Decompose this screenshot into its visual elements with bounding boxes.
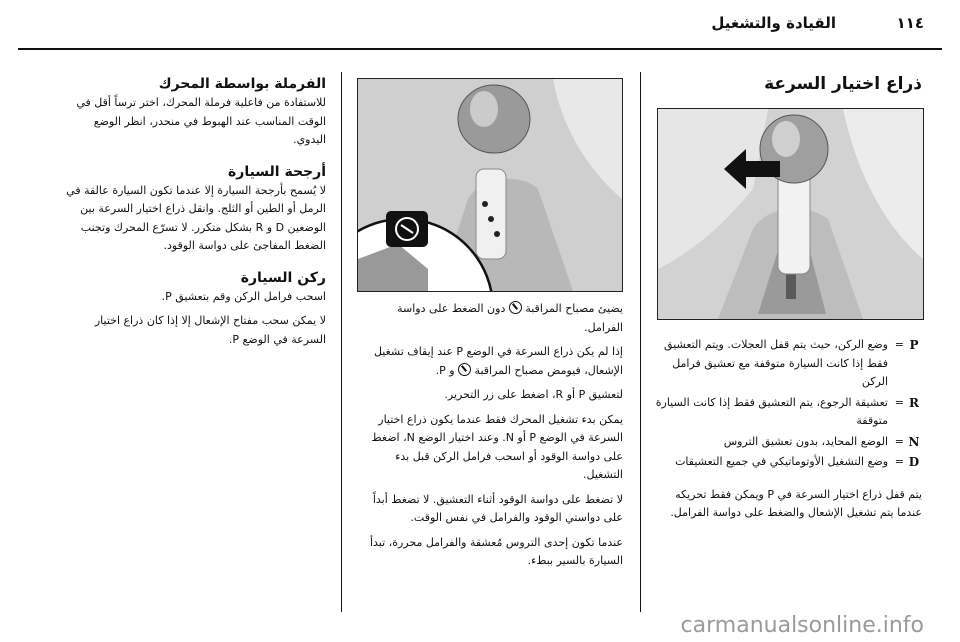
selector-lever-illustration [657, 108, 924, 320]
rocking-text: لا يُسمح بأرجحة السيارة إلا عندما تكون السيارة عالقة في الرمل أو الطين أو الثلج. وانقل ذراع اختيار السرعة بين الوضعين D و R بشكل متكرر. لا تسرّع المحرك وتجنب الضغط المفاجئ على دواسة الوقود. [66, 183, 326, 252]
release-button-paragraph: لتعشيق P أو R، اضغط على زر التحرير. [444, 388, 623, 401]
gear-position-n: N = الوضع المحايد، بدون تعشيق التروس [723, 434, 920, 449]
para2-text: إذا لم يكن ذراع السرعة في الوضع P عند إيقاف تشغيل الإشعال، فيومض مصباح المراقبة و P. [373, 345, 623, 377]
section-title-engine-braking: الفرملة بواسطة المحرك [158, 76, 326, 92]
control-indicator-illustration [357, 78, 623, 292]
parking-text-1: اسحب فرامل الركن وقم بتعشيق P. [161, 289, 326, 303]
gear-position-r: R = تعشيقة الرجوع، يتم التعشيق فقط إذا كانت السيارة متوقفة [655, 395, 919, 427]
gear-position-d: D = وضع التشغيل الأوتوماتيكي في جميع التعشيقات [675, 455, 920, 469]
brake-pedal-warning-icon [458, 363, 471, 376]
page-number: ١١٤ [896, 14, 924, 32]
gear-position-p: P = وضع الركن، حيث يتم قفل العجلات. ويتم التعشيق فقط إذا كانت السيارة متوقفة مع تعشيق فرامل الركن [664, 338, 919, 388]
indicator-paragraph-2 [355, 343, 623, 380]
creep-paragraph: عندما تكون إحدى التروس مُعشقة والفرامل محررة، تبدأ السيارة بالسير ببطء. [369, 535, 623, 567]
column-divider [640, 72, 641, 612]
header-rule [18, 48, 942, 50]
right-column [654, 72, 922, 96]
watermark: carmanualsonline.info [680, 613, 924, 638]
gear-lever-drawing [658, 109, 923, 319]
lever-with-indicator-drawing [358, 79, 622, 291]
middle-column [355, 300, 623, 571]
pedal-warning-paragraph: لا تضغط على دواسة الوقود أثناء التعشيق. لا تضغط أبداً على دواستي الوقود والفرامل في نفس الوقت. [372, 492, 623, 524]
column-divider [341, 72, 342, 612]
section-title-parking: ركن السيارة [240, 269, 326, 286]
indicator-paragraph-1 [355, 300, 623, 337]
engine-braking-text: للاستفادة من فاعلية فرملة المحرك، اختر ترساً أقل في الوقت المناسب عند الهبوط في منحدر، انظر الوضع اليدوي. [76, 96, 326, 146]
gear-position-list [654, 336, 922, 472]
engine-start-paragraph: يمكن بدء تشغيل المحرك فقط عندما يكون ذراع اختيار السرعة في الوضع P أو N. وعند اختيار الوضع N، اضغط على دواسة الوقود أو اسحب فرامل الركن قبل بدء التشغيل. [371, 412, 623, 481]
gear-position-list-wrap [654, 336, 922, 523]
page-header-title: القيادة والتشغيل [711, 14, 836, 32]
left-column [60, 74, 326, 349]
selector-lock-note: يتم قفل ذراع اختيار السرعة في P ويمكن فقط تحريكه عندما يتم تشغيل الإشعال والضغط على دواسة الفرامل. [670, 487, 922, 519]
section-title-rocking: أرجحة السيارة [228, 163, 326, 180]
brake-pedal-warning-icon [509, 301, 522, 314]
section-title-selector-lever: ذراع اختيار السرعة [764, 74, 922, 94]
page-header [624, 12, 924, 42]
parking-text-2: لا يمكن سحب مفتاح الإشعال إلا إذا كان ذراع اختيار السرعة في الوضع P. [94, 314, 326, 346]
para1-text: يضيئ مصباح المراقبة دون الضغط على دواسة الفرامل. [397, 302, 623, 334]
